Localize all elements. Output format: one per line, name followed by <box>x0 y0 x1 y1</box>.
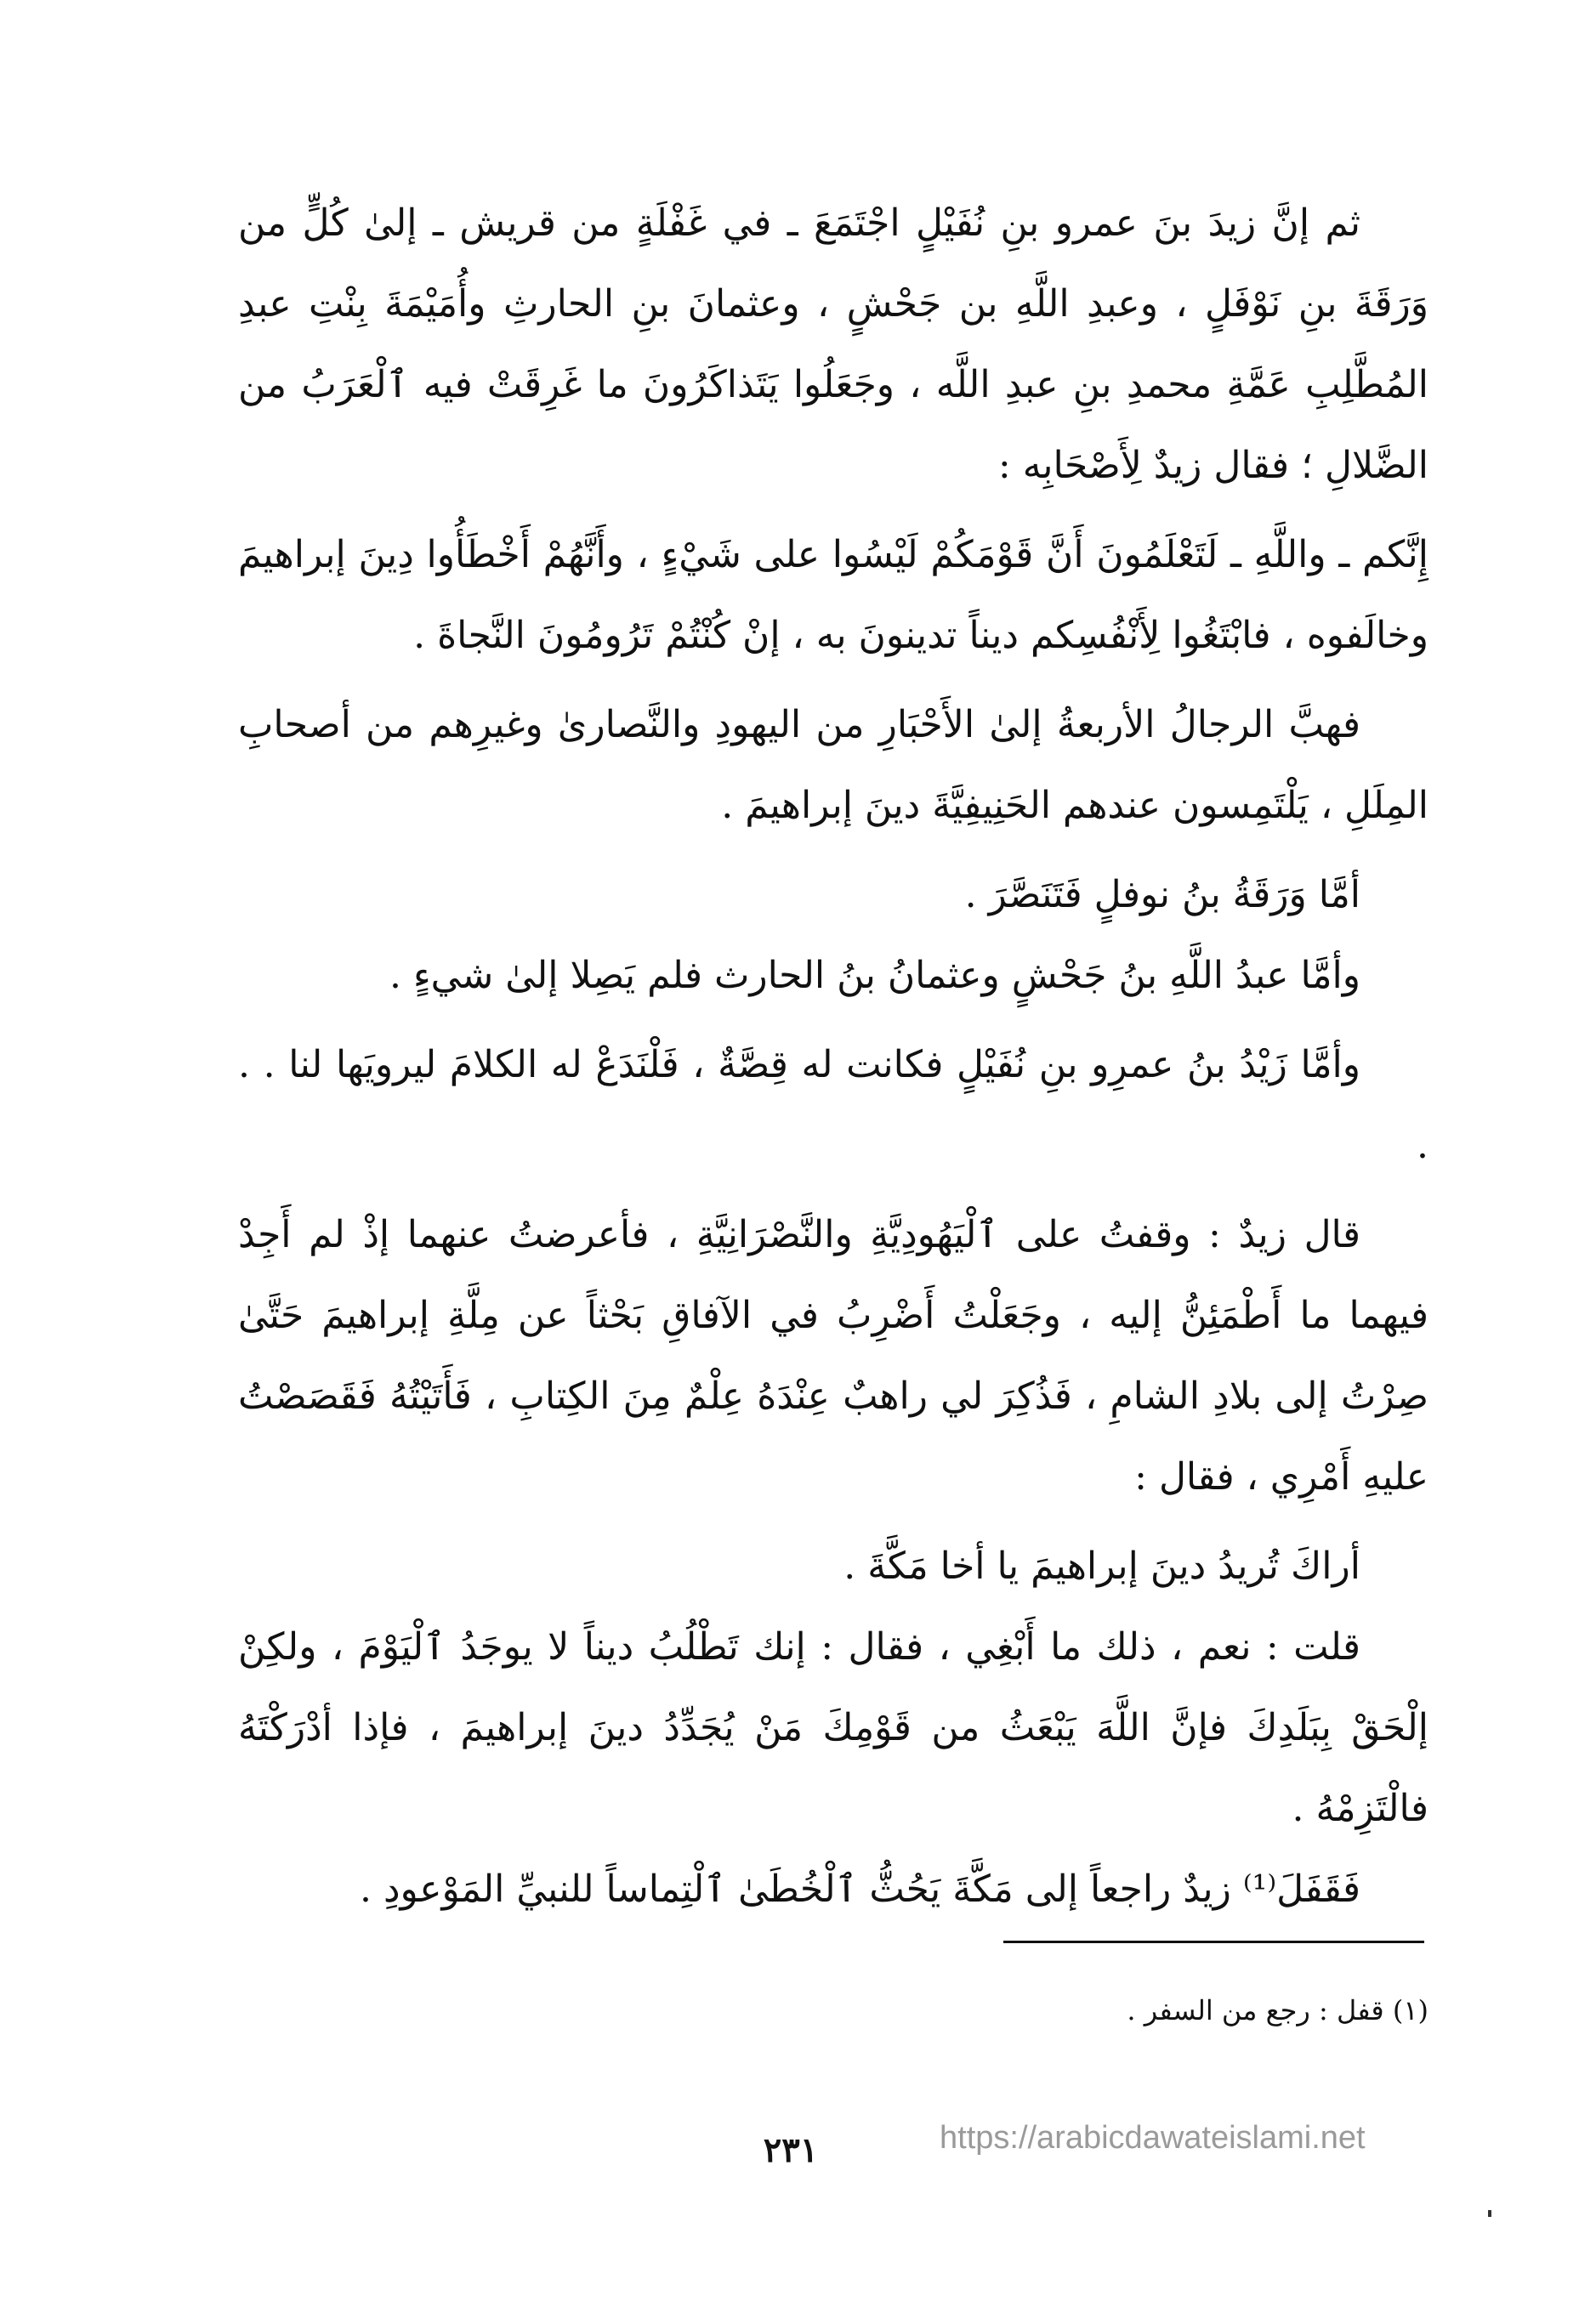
paragraph-zayd-speech: إِنَّكم ـ واللَّهِ ـ لَتَعْلَمُونَ أَنَّ قَوْمَكُمْ لَيْسُوا على شَيْءٍ ، وأَنَّهُمْ أَخْطَأُوا دِينَ إبراهيمَ وخالَفوه ، فابْتَغُوا لِأَنْفُسِكم ديناً تدينونَ به ، إنْ كُنْتُمْ تَرُومُونَ النَّجاةَ . <box>238 533 1428 657</box>
watermark-url: https://arabicdawateislami.net <box>940 2120 1366 2156</box>
page-body <box>238 183 1428 1930</box>
paragraph-monk-answer: قلت : نعم ، ذلك ما أَبْغِي ، فقال : إنك تَطْلُبُ ديناً لا يوجَدُ ٱلْيَوْمَ ، ولكِنْ إلْحَقْ بِبَلَدِكَ فإنَّ اللَّهَ يَبْعَثُ من قَوْمِكَ مَنْ يُجَدِّدُ دينَ إبراهيمَ ، فإذا أدْرَكْتَهُ فالْتَزِمْهُ . <box>238 1625 1428 1830</box>
paragraph-zayd-story: وأمَّا زَيْدُ بنُ عمرِو بنِ نُفَيْلٍ فكانت له قِصَّةٌ ، فَلْنَدَعْ له الكلامَ ليرويَها لنا . . . <box>238 1043 1428 1167</box>
paragraph-zayd-narration: قال زيدٌ : وقفتُ على ٱلْيَهُودِيَّةِ والنَّصْرَانِيَّةِ ، فأعرضتُ عنهما إذْ لم أَجِدْ فيهما ما أَطْمَئِنُّ إليه ، وجَعَلْتُ أَضْرِبُ في الآفاقِ بَحْثاً عن مِلَّةِ إبراهيمَ حَتَّىٰ صِرْتُ إلى بلادِ الشامِ ، فَذُكِرَ لي راهبٌ عِنْدَهُ عِلْمٌ مِنَ الكِتابِ ، فَأَتَيْتُهُ فَقَصَصْتُ عليهِ أَمْرِي ، فقال : <box>238 1213 1428 1499</box>
paragraph-monk-question: أراكَ تُريدُ دينَ إبراهيمَ يا أخا مَكَّةَ . <box>843 1545 1360 1588</box>
paragraph-zayd-gathering: ثم إنَّ زيدَ بنَ عمرو بنِ نُفَيْلٍ اجْتَمَعَ ـ في غَفْلَةٍ من قريش ـ إلىٰ كُلٍّ من وَرَقَةَ بنِ نَوْفَلٍ ، وعبدِ اللَّهِ بن جَحْشٍ ، وعثمانَ بنِ الحارثِ وأُمَيْمَةَ بِنْتِ عبدِ المُطَّلِبِ عَمَّةِ محمدِ بنِ عبدِ اللَّه ، وجَعَلُوا يَتَذاكَرُونَ ما غَرِقَتْ فيه ٱلْعَرَبُ من الضَّلالِ ؛ فقال زيدٌ لِأَصْحَابِه : <box>238 201 1428 487</box>
paragraph-four-men: فهبَّ الرجالُ الأربعةُ إلىٰ الأَحْبَارِ من اليهودِ والنَّصارىٰ وغيرِهم من أصحابِ المِلَلِ ، يَلْتَمِسون عندهم الحَنِيفِيَّةَ دينَ إبراهيمَ . <box>238 703 1428 827</box>
footnote: (١) قفل : رجع من السفر . <box>1127 1994 1428 2026</box>
page-number: ٢٣١ <box>763 2130 819 2170</box>
paragraph-return-mecca: فَقَفَلَ⁽¹⁾ زيدٌ راجعاً إلى مَكَّةَ يَحُثُّ ٱلْخُطَىٰ ٱلْتِماساً للنبيِّ المَوْعودِ . <box>359 1868 1360 1911</box>
footnote-divider <box>1003 1941 1424 1943</box>
scan-speck <box>1488 2210 1491 2217</box>
paragraph-abdullah-uthman: وأمَّا عبدُ اللَّهِ بنُ جَحْشٍ وعثمانُ بنُ الحارث فلم يَصِلا إلىٰ شيءٍ . <box>389 954 1360 997</box>
paragraph-waraqa: أمَّا وَرَقَةُ بنُ نوفلٍ فَتَنَصَّرَ . <box>964 873 1360 916</box>
